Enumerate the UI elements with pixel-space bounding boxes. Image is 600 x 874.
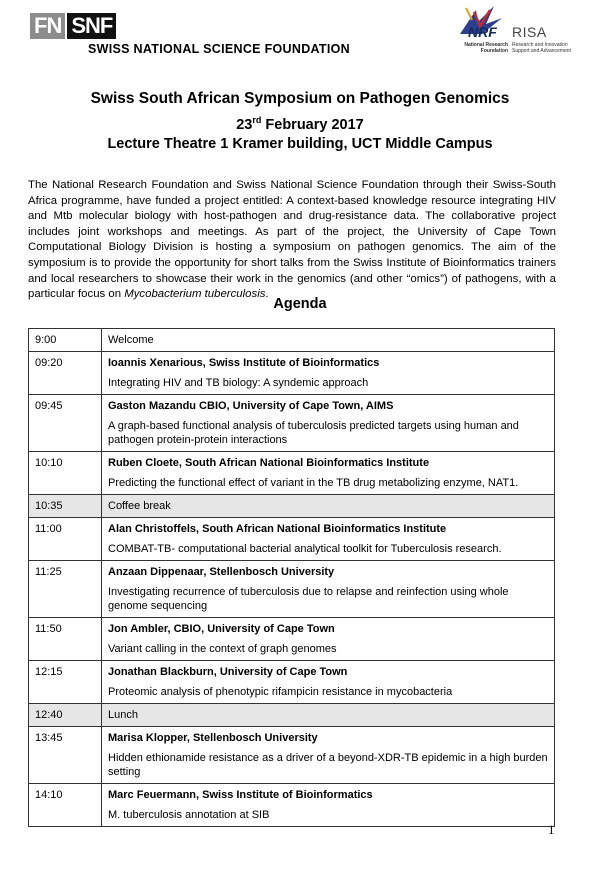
agenda-time: 13:45 — [29, 727, 102, 784]
agenda-talk: Integrating HIV and TB biology: A syndemic approach — [108, 377, 369, 389]
agenda-row — [29, 618, 555, 661]
agenda-time: 12:40 — [29, 704, 102, 727]
intro-end: . — [265, 288, 269, 301]
nrf-risa-logo — [456, 4, 578, 56]
agenda-desc — [102, 704, 555, 727]
agenda-time: 9:00 — [29, 329, 102, 352]
agenda-row — [29, 329, 555, 352]
agenda-row — [29, 727, 555, 784]
agenda-talk: Variant calling in the context of graph genomes — [108, 643, 337, 655]
snf-mark-left: FN — [30, 13, 65, 39]
snf-logo — [30, 12, 350, 56]
nrf-mark: NRF — [468, 24, 497, 40]
intro-text: The National Research Foundation and Swiss National Science Foundation through their Swiss-South Africa programme, have funded a project entitled: A context-based knowledge resource integrating HIV and Mtb molecular biology with host-pathogen and drug-resistance data. The collaborative project includes joint workshops and meetings. As part of the project, the University of Cape Town Computational Biology Division is hosting a symposium on pathogen genomics. The aim of the symposium is to provide the opportunity for short talks from the Swiss Institute of Bioinformatics trainers and local researchers to showcase their work in the genomics (and other “omics”) of pathogens, with a particular focus on — [28, 179, 556, 301]
agenda-talk: Predicting the functional effect of variant in the TB drug metabolizing enzyme, NAT1. — [108, 477, 519, 489]
agenda-table — [28, 328, 555, 827]
agenda-talk: COMBAT-TB- computational bacterial analytical toolkit for Tuberculosis research. — [108, 543, 502, 555]
agenda-desc — [102, 618, 555, 661]
agenda-speaker: Marisa Klopper, Stellenbosch University — [108, 732, 318, 744]
agenda-heading: Agenda — [273, 296, 327, 312]
agenda-desc — [102, 727, 555, 784]
agenda-speaker: Alan Christoffels, South African National Bioinformatics Institute — [108, 523, 447, 535]
event-venue: Lecture Theatre 1 Kramer building, UCT Middle Campus — [107, 136, 493, 152]
agenda-time: 11:50 — [29, 618, 102, 661]
agenda-row — [29, 561, 555, 618]
risa-subtitle: Research and Innovation Support and Advancement — [512, 42, 571, 54]
agenda-speaker: Anzaan Dippenaar, Stellenbosch University — [108, 566, 335, 578]
document-title: Swiss South African Symposium on Pathogen Genomics — [90, 90, 510, 107]
agenda-talk: Hidden ethionamide resistance as a driver of a beyond-XDR-TB epidemic in a high burden setting — [108, 752, 548, 778]
agenda-speaker: Gaston Mazandu CBIO, University of Cape Town, AIMS — [108, 400, 394, 412]
agenda-time: 12:15 — [29, 661, 102, 704]
agenda-talk: Investigating recurrence of tuberculosis due to relapse and reinfection using whole genome sequencing — [108, 586, 509, 612]
nrf-subtitle: National Research Foundation — [464, 42, 508, 54]
agenda-desc — [102, 452, 555, 495]
agenda-row — [29, 352, 555, 395]
date-suffix: rd — [252, 115, 262, 126]
agenda-desc — [102, 495, 555, 518]
agenda-desc — [102, 518, 555, 561]
snf-mark-right: SNF — [67, 13, 116, 39]
agenda-time: 09:45 — [29, 395, 102, 452]
agenda-desc — [102, 395, 555, 452]
agenda-row — [29, 661, 555, 704]
agenda-speaker: Jon Ambler, CBIO, University of Cape Town — [108, 623, 335, 635]
intro-paragraph — [28, 178, 556, 303]
agenda-row — [29, 704, 555, 727]
date-rest: February 2017 — [261, 117, 364, 133]
agenda-speaker: Jonathan Blackburn, University of Cape Town — [108, 666, 348, 678]
agenda-row — [29, 395, 555, 452]
agenda-row — [29, 784, 555, 827]
agenda-speaker: Marc Feuermann, Swiss Institute of Bioinformatics — [108, 789, 373, 801]
agenda-time: 14:10 — [29, 784, 102, 827]
page-number: 1 — [548, 822, 555, 837]
agenda-speaker: Ioannis Xenarious, Swiss Institute of Bioinformatics — [108, 357, 380, 369]
risa-mark: RISA — [512, 24, 547, 40]
agenda-label: Welcome — [108, 334, 154, 346]
agenda-desc — [102, 352, 555, 395]
intro-emphasis: Mycobacterium tuberculosis — [124, 288, 266, 301]
date-day: 23 — [236, 117, 253, 133]
agenda-time: 10:10 — [29, 452, 102, 495]
agenda-row — [29, 452, 555, 495]
agenda-time: 09:20 — [29, 352, 102, 395]
agenda-desc — [102, 661, 555, 704]
agenda-desc — [102, 329, 555, 352]
agenda-desc — [102, 784, 555, 827]
agenda-speaker: Ruben Cloete, South African National Bioinformatics Institute — [108, 457, 430, 469]
agenda-time: 11:00 — [29, 518, 102, 561]
snf-logo-mark — [30, 12, 116, 40]
agenda-time: 11:25 — [29, 561, 102, 618]
agenda-label: Coffee break — [108, 500, 171, 512]
agenda-talk: Proteomic analysis of phenotypic rifampicin resistance in mycobacteria — [108, 686, 453, 698]
agenda-time: 10:35 — [29, 495, 102, 518]
agenda-label: Lunch — [108, 709, 138, 721]
event-date — [0, 117, 600, 133]
snf-name: SWISS NATIONAL SCIENCE FOUNDATION — [88, 42, 350, 56]
agenda-talk: M. tuberculosis annotation at SIB — [108, 809, 270, 821]
agenda-desc — [102, 561, 555, 618]
agenda-row — [29, 518, 555, 561]
agenda-row — [29, 495, 555, 518]
agenda-talk: A graph-based functional analysis of tuberculosis predicted targets using human and pathogen protein-protein interactions — [108, 420, 519, 446]
